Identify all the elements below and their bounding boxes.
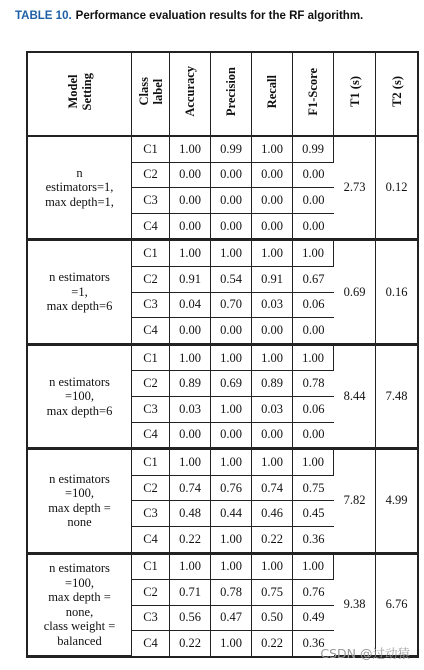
class-label-cell: C4 bbox=[132, 631, 170, 656]
f1-score-cell: 0.36 bbox=[293, 527, 334, 553]
class-label-cell: C4 bbox=[132, 318, 170, 344]
class-label-cell: C1 bbox=[132, 553, 170, 581]
recall-cell: 0.03 bbox=[252, 293, 293, 319]
accuracy-cell: 1.00 bbox=[170, 137, 211, 163]
accuracy-cell: 0.22 bbox=[170, 631, 211, 656]
class-label-cell: C2 bbox=[132, 267, 170, 293]
precision-cell: 0.99 bbox=[211, 137, 252, 163]
f1-score-cell: 0.36 bbox=[302, 636, 325, 651]
t1-cell: 2.73 bbox=[334, 137, 376, 239]
precision-cell: 1.00 bbox=[211, 239, 252, 267]
accuracy-cell: 1.00 bbox=[170, 239, 211, 267]
precision-cell: 0.00 bbox=[211, 163, 252, 189]
t2-cell: 6.76 bbox=[376, 553, 417, 656]
class-label-cell: C4 bbox=[132, 423, 170, 449]
class-label-cell: C3 bbox=[132, 606, 170, 632]
t2-cell: 7.48 bbox=[376, 344, 417, 448]
table-row bbox=[28, 553, 417, 581]
f1-score-cell: 0.00 bbox=[293, 423, 334, 449]
accuracy-cell: 0.03 bbox=[170, 397, 211, 423]
class-label-cell: C1 bbox=[132, 137, 170, 163]
class-label-cell: C3 bbox=[132, 293, 170, 319]
precision-cell: 0.69 bbox=[211, 371, 252, 397]
f1-score-cell: 0.06 bbox=[293, 293, 334, 319]
f1-score-cell: 0.00 bbox=[293, 188, 334, 214]
header-row bbox=[28, 53, 417, 137]
f1-score-cell: 0.45 bbox=[293, 501, 334, 527]
precision-cell: 1.00 bbox=[211, 397, 252, 423]
recall-cell: 0.22 bbox=[252, 527, 293, 553]
t1-cell: 9.38 bbox=[334, 553, 376, 656]
t2-cell: 4.99 bbox=[376, 448, 417, 552]
header-t2: T2 (s) bbox=[376, 53, 417, 137]
accuracy-cell: 0.56 bbox=[170, 606, 211, 632]
table-caption-label: TABLE 10. bbox=[15, 10, 72, 22]
recall-cell: 1.00 bbox=[252, 553, 293, 581]
table-caption bbox=[15, 10, 363, 22]
accuracy-cell: 0.74 bbox=[170, 476, 211, 502]
precision-cell: 1.00 bbox=[211, 448, 252, 476]
table-body bbox=[28, 137, 417, 656]
recall-cell: 1.00 bbox=[252, 239, 293, 267]
model-setting-cell: n estimators=1, max depth=1, bbox=[28, 137, 132, 239]
class-label-cell: C1 bbox=[132, 344, 170, 372]
f1-score-cell: 0.00 bbox=[293, 214, 334, 240]
recall-cell: 0.03 bbox=[252, 397, 293, 423]
precision-cell: 0.54 bbox=[211, 267, 252, 293]
t2-cell: 0.12 bbox=[376, 137, 417, 239]
table-row bbox=[28, 137, 417, 163]
recall-cell: 1.00 bbox=[252, 137, 293, 163]
watermark: CSDN @过动猿 bbox=[320, 646, 410, 661]
f1-score-cell: 0.49 bbox=[293, 606, 334, 632]
model-setting-cell: n estimators =100, max depth = none, class weight = balanced bbox=[28, 553, 132, 656]
f1-score-cell: 0.99 bbox=[293, 137, 334, 163]
f1-score-cell: 0.00 bbox=[293, 163, 334, 189]
recall-cell: 0.22 bbox=[252, 631, 293, 656]
class-label-cell: C4 bbox=[132, 214, 170, 240]
precision-cell: 1.00 bbox=[211, 553, 252, 581]
t2-cell: 0.16 bbox=[376, 239, 417, 343]
header-accuracy: Accuracy bbox=[170, 53, 211, 137]
class-label-cell: C3 bbox=[132, 188, 170, 214]
f1-score-cell: 0.00 bbox=[293, 318, 334, 344]
class-label-cell: C3 bbox=[132, 501, 170, 527]
table-caption-text: Performance evaluation results for the RF algorithm. bbox=[75, 10, 364, 22]
recall-cell: 0.50 bbox=[252, 606, 293, 632]
class-label-cell: C1 bbox=[132, 448, 170, 476]
recall-cell: 0.00 bbox=[252, 188, 293, 214]
f1-score-cell: 1.00 bbox=[293, 553, 334, 581]
class-label-cell: C4 bbox=[132, 527, 170, 553]
recall-cell: 0.91 bbox=[252, 267, 293, 293]
recall-cell: 0.00 bbox=[252, 214, 293, 240]
accuracy-cell: 0.04 bbox=[170, 293, 211, 319]
recall-cell: 0.00 bbox=[252, 163, 293, 189]
accuracy-cell: 0.91 bbox=[170, 267, 211, 293]
recall-cell: 1.00 bbox=[252, 448, 293, 476]
precision-cell: 1.00 bbox=[211, 527, 252, 553]
recall-cell: 0.00 bbox=[252, 318, 293, 344]
precision-cell: 0.44 bbox=[211, 501, 252, 527]
table-row bbox=[28, 239, 417, 267]
class-label-cell: C2 bbox=[132, 163, 170, 189]
table-row bbox=[28, 448, 417, 476]
recall-cell: 0.46 bbox=[252, 501, 293, 527]
accuracy-cell: 0.00 bbox=[170, 188, 211, 214]
model-setting-cell: n estimators =100, max depth=6 bbox=[28, 344, 132, 448]
precision-cell: 0.00 bbox=[211, 318, 252, 344]
model-setting-cell: n estimators =1, max depth=6 bbox=[28, 239, 132, 343]
class-label-cell: C3 bbox=[132, 397, 170, 423]
precision-cell: 0.00 bbox=[211, 423, 252, 449]
f1-score-cell: 0.75 bbox=[293, 476, 334, 502]
header-t1: T1 (s) bbox=[334, 53, 376, 137]
table-row bbox=[28, 344, 417, 372]
header-f1-score: F1-Score bbox=[293, 53, 334, 137]
header-precision: Precision bbox=[211, 53, 252, 137]
class-label-cell: C2 bbox=[132, 476, 170, 502]
recall-cell: 0.75 bbox=[252, 580, 293, 606]
header-model-setting: Model Setting bbox=[28, 53, 132, 137]
f1-score-cell: 0.67 bbox=[293, 267, 334, 293]
precision-cell: 1.00 bbox=[211, 344, 252, 372]
precision-cell: 0.00 bbox=[211, 214, 252, 240]
f1-score-cell: 0.76 bbox=[293, 580, 334, 606]
t1-cell: 8.44 bbox=[334, 344, 376, 448]
f1-score-cell: 1.00 bbox=[293, 448, 334, 476]
accuracy-cell: 0.00 bbox=[170, 163, 211, 189]
accuracy-cell: 0.00 bbox=[170, 423, 211, 449]
accuracy-cell: 0.00 bbox=[170, 318, 211, 344]
precision-cell: 0.00 bbox=[211, 188, 252, 214]
precision-cell: 0.70 bbox=[211, 293, 252, 319]
model-setting-cell: n estimators =100, max depth = none bbox=[28, 448, 132, 552]
class-label-cell: C2 bbox=[132, 371, 170, 397]
accuracy-cell: 1.00 bbox=[170, 448, 211, 476]
precision-cell: 0.47 bbox=[211, 606, 252, 632]
recall-cell: 0.74 bbox=[252, 476, 293, 502]
recall-cell: 0.89 bbox=[252, 371, 293, 397]
accuracy-cell: 0.22 bbox=[170, 527, 211, 553]
accuracy-cell: 0.48 bbox=[170, 501, 211, 527]
f1-score-cell: 0.78 bbox=[293, 371, 334, 397]
accuracy-cell: 0.00 bbox=[170, 214, 211, 240]
f1-score-cell: 1.00 bbox=[293, 239, 334, 267]
t1-cell: 0.69 bbox=[334, 239, 376, 343]
accuracy-cell: 0.71 bbox=[170, 580, 211, 606]
class-label-cell: C1 bbox=[132, 239, 170, 267]
precision-cell: 0.78 bbox=[211, 580, 252, 606]
results-table bbox=[26, 51, 419, 658]
header-class-label: Class label bbox=[132, 53, 170, 137]
precision-cell: 0.76 bbox=[211, 476, 252, 502]
recall-cell: 1.00 bbox=[252, 344, 293, 372]
f1-score-cell: 0.06 bbox=[293, 397, 334, 423]
precision-cell: 1.00 bbox=[211, 631, 252, 656]
class-label-cell: C2 bbox=[132, 580, 170, 606]
f1-score-cell: 1.00 bbox=[293, 344, 334, 372]
header-recall: Recall bbox=[252, 53, 293, 137]
accuracy-cell: 0.89 bbox=[170, 371, 211, 397]
recall-cell: 0.00 bbox=[252, 423, 293, 449]
accuracy-cell: 1.00 bbox=[170, 553, 211, 581]
accuracy-cell: 1.00 bbox=[170, 344, 211, 372]
t1-cell: 7.82 bbox=[334, 448, 376, 552]
